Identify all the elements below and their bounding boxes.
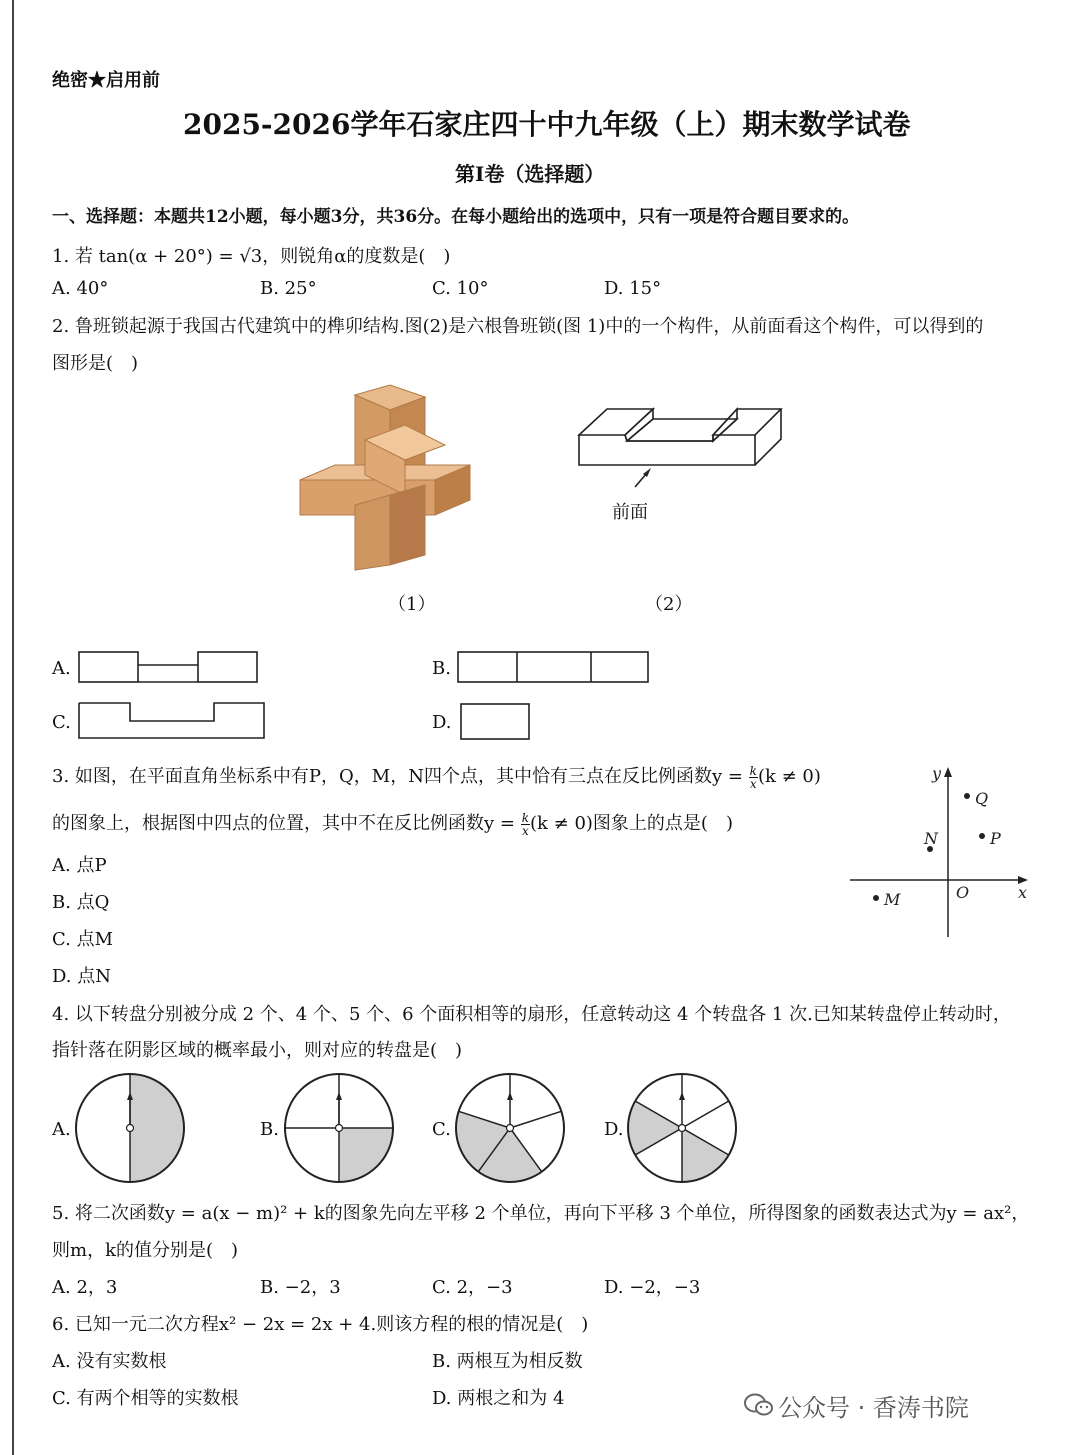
burr-puzzle-figure bbox=[295, 385, 485, 575]
q2-option-a-shape bbox=[78, 651, 260, 685]
q3-frac2-den: x bbox=[521, 823, 529, 838]
q4-option-c-label: C. bbox=[432, 1119, 451, 1140]
spinner-d bbox=[626, 1072, 738, 1184]
q3-option-c: C. 点M bbox=[52, 929, 114, 950]
q3-line2-post: (k ≠ 0)图象上的点是( ) bbox=[530, 813, 733, 834]
q3-option-b: B. 点Q bbox=[52, 892, 110, 913]
q3-frac2-num: k bbox=[521, 810, 529, 825]
q4-option-a-label: A. bbox=[52, 1119, 71, 1140]
q3-option-a: A. 点P bbox=[52, 855, 107, 876]
q2-option-d-shape bbox=[460, 703, 532, 741]
q5-stem-line1: 5. 将二次函数y = a(x − m)² + k的图象先向左平移 2 个单位，再向下平移 3 个单位，所得图象的函数表达式为y = ax²， bbox=[52, 1203, 1030, 1224]
q1-option-c: C. 10° bbox=[432, 278, 489, 299]
q5-option-c: C. 2，−3 bbox=[432, 1277, 513, 1298]
volume-heading: 第Ⅰ卷（选择题） bbox=[455, 162, 605, 186]
secret-label: 绝密★启用前 bbox=[52, 70, 160, 91]
q4-option-d-label: D. bbox=[604, 1119, 624, 1140]
q5-option-d: D. −2，−3 bbox=[604, 1277, 701, 1298]
q3-fraction-2 bbox=[521, 812, 530, 837]
spinner-c bbox=[454, 1072, 566, 1184]
graph-label-n: N bbox=[924, 829, 938, 848]
q2-stem-line2: 图形是( ) bbox=[52, 353, 139, 374]
q5-option-b: B. −2，3 bbox=[260, 1277, 341, 1298]
q2-option-b-shape bbox=[457, 651, 651, 685]
q2-option-c-label: C. bbox=[52, 712, 71, 733]
q6-stem: 6. 已知一元二次方程x² − 2x = 2x + 4.则该方程的根的情况是( ) bbox=[52, 1314, 589, 1335]
q2-option-b-label: B. bbox=[432, 658, 451, 679]
q1-option-a: A. 40° bbox=[52, 278, 109, 299]
front-label: 前面 bbox=[612, 502, 648, 523]
q3-coordinate-graph bbox=[848, 762, 1033, 942]
q4-stem-line1: 4. 以下转盘分别被分成 2 个、4 个、5 个、6 个面积相等的扇形，任意转动这 4 个转盘各 1 次.已知某转盘停止转动时， bbox=[52, 1004, 1011, 1025]
wechat-icon bbox=[744, 1392, 774, 1418]
binding-margin-line bbox=[12, 0, 14, 1455]
q3-frac1-num: k bbox=[749, 763, 757, 778]
q5-stem-line2: 则m，k的值分别是( ) bbox=[52, 1240, 239, 1261]
q3-frac1-den: x bbox=[749, 776, 757, 791]
graph-label-origin: O bbox=[956, 883, 970, 902]
q4-option-b-label: B. bbox=[260, 1119, 279, 1140]
q3-option-d: D. 点N bbox=[52, 966, 111, 987]
watermark-text: 公众号 · 香涛书院 bbox=[778, 1394, 969, 1422]
graph-label-q: Q bbox=[975, 789, 989, 808]
section-heading: 一、选择题：本题共12小题，每小题3分，共36分。在每小题给出的选项中，只有一项是符合题目要求的。 bbox=[52, 207, 860, 227]
fig1-caption: （1） bbox=[388, 594, 436, 615]
q3-fraction-1 bbox=[749, 765, 758, 790]
q1-option-d: D. 15° bbox=[604, 278, 662, 299]
fig2-caption: （2） bbox=[645, 594, 693, 615]
spinner-b bbox=[283, 1072, 395, 1184]
q3-line2-pre: 的图象上，根据图中四点的位置，其中不在反比例函数y = bbox=[52, 813, 515, 834]
graph-label-p: P bbox=[990, 829, 1001, 848]
q6-option-b: B. 两根互为相反数 bbox=[432, 1351, 583, 1372]
q2-option-d-label: D. bbox=[432, 712, 452, 733]
q1-option-b: B. 25° bbox=[260, 278, 317, 299]
q3-line1-post: (k ≠ 0) bbox=[757, 766, 821, 787]
graph-label-x: x bbox=[1018, 883, 1028, 902]
q3-stem-line2 bbox=[52, 809, 733, 837]
q3-line1-pre: 3. 如图，在平面直角坐标系中有P，Q，M，N四个点，其中恰有三点在反比例函数y = bbox=[52, 766, 743, 787]
graph-label-y: y bbox=[932, 764, 942, 783]
q6-option-d: D. 两根之和为 4 bbox=[432, 1388, 565, 1409]
graph-label-m: M bbox=[884, 890, 901, 909]
q5-option-a: A. 2，3 bbox=[52, 1277, 118, 1298]
q1-stem: 1. 若 tan(α + 20°) = √3，则锐角α的度数是( ) bbox=[52, 246, 451, 267]
q6-option-a: A. 没有实数根 bbox=[52, 1351, 167, 1372]
exam-title: 2025-2026学年石家庄四十中九年级（上）期末数学试卷 bbox=[183, 108, 911, 141]
q2-stem-line1: 2. 鲁班锁起源于我国古代建筑中的榫卯结构.图(2)是六根鲁班锁(图 1)中的一个构件，从前面看这个构件，可以得到的 bbox=[52, 316, 984, 337]
q6-option-c: C. 有两个相等的实数根 bbox=[52, 1388, 239, 1409]
spinner-a bbox=[74, 1072, 186, 1184]
q3-stem-line1 bbox=[52, 762, 821, 790]
q2-option-c-shape bbox=[78, 701, 268, 741]
q4-stem-line2: 指针落在阴影区域的概率最小，则对应的转盘是( ) bbox=[52, 1040, 463, 1061]
component-figure bbox=[575, 405, 785, 525]
q2-option-a-label: A. bbox=[52, 658, 71, 679]
